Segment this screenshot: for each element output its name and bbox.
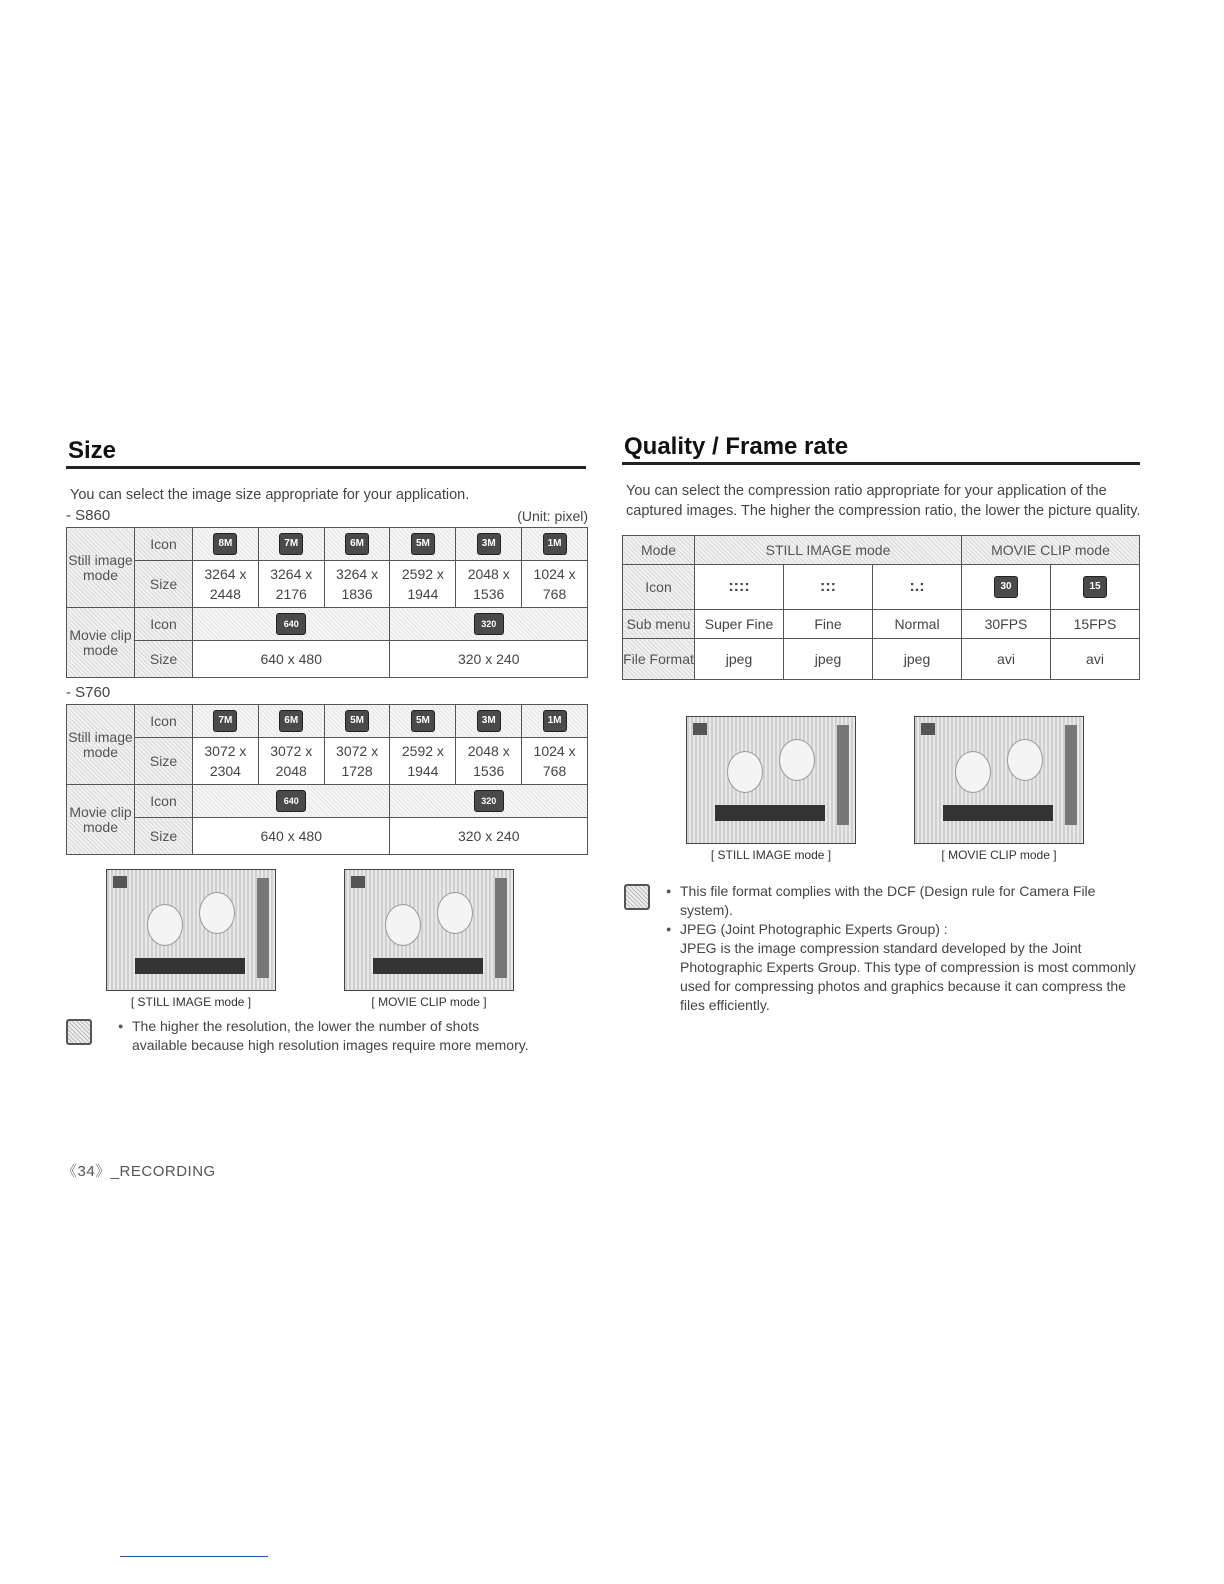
jpeg-note: ● JPEG (Joint Photographic Experts Group) : xyxy=(666,920,1142,939)
size-title-rule xyxy=(66,466,586,469)
format-cell: jpeg xyxy=(873,639,962,680)
still-mode-screenshot xyxy=(106,869,276,1009)
size-label: Size xyxy=(135,818,193,855)
size-note xyxy=(66,1017,590,1055)
movie-mode-caption: [ MOVIE CLIP mode ] xyxy=(371,995,487,1009)
icon-label: Icon xyxy=(135,608,193,641)
size-8m-icon: 8M xyxy=(213,533,237,555)
submenu-cell: 30FPS xyxy=(962,610,1051,639)
size-6m-icon: 6M xyxy=(345,533,369,555)
size-note-text: ● The higher the resolution, the lower the number of shots available because high resolution images require more memory. xyxy=(118,1017,590,1055)
submenu-cell: Normal xyxy=(873,610,962,639)
page-footer: 《34》_RECORDING xyxy=(62,1163,216,1180)
movie-size-cell: 640 x 480 xyxy=(193,818,390,855)
size-cell: 2592 x 1944 xyxy=(390,561,456,608)
note-pencil-icon xyxy=(66,1019,92,1045)
movie-320-icon: 320 xyxy=(474,613,504,635)
submenu-cell: 15FPS xyxy=(1051,610,1140,639)
icon-label: Icon xyxy=(135,528,193,561)
super-fine-icon: :::: xyxy=(728,578,750,595)
movie-size-cell: 320 x 240 xyxy=(390,818,588,855)
size-1m-icon: 1M xyxy=(543,533,567,555)
camera-lcd-image xyxy=(914,716,1084,844)
size-cell: 3264 x 2176 xyxy=(258,561,324,608)
size-cell: 2048 x 1536 xyxy=(456,738,522,785)
size-7m-icon: 7M xyxy=(279,533,303,555)
submenu-cell: Fine xyxy=(784,610,873,639)
size-cell: 3072 x 1728 xyxy=(324,738,390,785)
size-5m-icon: 5M xyxy=(411,710,435,732)
movie-mode-label: Movie clip mode xyxy=(67,608,135,678)
still-mode-caption: [ STILL IMAGE mode ] xyxy=(710,848,832,862)
quality-section xyxy=(622,432,1142,1015)
dcf-note: ● This file format complies with the DCF (Design rule for Camera File system). xyxy=(666,882,1142,920)
size-label: Size xyxy=(135,641,193,678)
size-cell: 3264 x 1836 xyxy=(324,561,390,608)
model-s860-label: - S860 xyxy=(66,507,111,524)
size-cell: 3264 x 2448 xyxy=(193,561,259,608)
movie-size-cell: 640 x 480 xyxy=(193,641,390,678)
size-1m-icon: 1M xyxy=(543,710,567,732)
size-label: Size xyxy=(135,738,193,785)
movie-320-icon: 320 xyxy=(474,790,504,812)
fps15-icon: 15 xyxy=(1083,576,1107,598)
submenu-label: Sub menu xyxy=(623,610,695,639)
size-cell: 3072 x 2048 xyxy=(258,738,324,785)
still-mode-label: Still image mode xyxy=(67,528,135,608)
jpeg-note-detail: JPEG is the image compression standard developed by the Joint Photographic Experts Group. This type of compression is most commonly used for compressing photos and graphics because it can compress the files efficiently. xyxy=(680,940,1136,1013)
submenu-cell: Super Fine xyxy=(695,610,784,639)
model-s860-row xyxy=(66,505,590,527)
camera-lcd-image xyxy=(106,869,276,991)
size-screenshots xyxy=(66,869,590,1009)
size-label: Size xyxy=(135,561,193,608)
movie-mode-caption: [ MOVIE CLIP mode ] xyxy=(941,848,1057,862)
quality-title-rule xyxy=(622,462,1140,465)
format-cell: avi xyxy=(1051,639,1140,680)
format-cell: jpeg xyxy=(695,639,784,680)
movie-clip-mode-header: MOVIE CLIP mode xyxy=(962,536,1140,565)
size-title: Size xyxy=(68,437,117,464)
movie-mode-label: Movie clip mode xyxy=(67,785,135,855)
movie-mode-screenshot xyxy=(344,869,514,1009)
size-cell: 1024 x 768 xyxy=(522,561,588,608)
quality-title: Quality / Frame rate xyxy=(624,433,849,460)
size-table-s860 xyxy=(66,527,588,678)
still-mode-caption: [ STILL IMAGE mode ] xyxy=(130,995,252,1009)
quality-intro: You can select the compression ratio appropriate for your application of the captured images. The higher the compression ratio, the lower the picture quality. xyxy=(626,483,1141,519)
size-5m-icon: 5M xyxy=(411,533,435,555)
size-cell: 2048 x 1536 xyxy=(456,561,522,608)
size-table-s760 xyxy=(66,704,588,855)
format-cell: jpeg xyxy=(784,639,873,680)
movie-640-icon: 640 xyxy=(276,613,306,635)
format-cell: avi xyxy=(962,639,1051,680)
icon-label: Icon xyxy=(135,785,193,818)
mode-label: Mode xyxy=(623,536,695,565)
size-6m-icon: 6M xyxy=(279,710,303,732)
movie-640-icon: 640 xyxy=(276,790,306,812)
still-mode-screenshot xyxy=(686,716,856,862)
quality-screenshots xyxy=(622,716,1142,876)
size-section xyxy=(66,436,590,1055)
file-format-label: File Format xyxy=(623,639,695,680)
fps30-icon: 30 xyxy=(994,576,1018,598)
movie-size-cell: 320 x 240 xyxy=(390,641,588,678)
size-cell: 1024 x 768 xyxy=(522,738,588,785)
size-intro: You can select the image size appropriate for your application. xyxy=(70,487,470,503)
icon-label: Icon xyxy=(623,565,695,610)
quality-note xyxy=(622,882,1142,1015)
icon-label: Icon xyxy=(135,705,193,738)
movie-mode-screenshot xyxy=(914,716,1084,862)
still-image-mode-header: STILL IMAGE mode xyxy=(695,536,962,565)
camera-lcd-image xyxy=(344,869,514,991)
size-cell: 3072 x 2304 xyxy=(193,738,259,785)
unit-label: (Unit: pixel) xyxy=(517,508,588,524)
size-3m-icon: 3M xyxy=(477,710,501,732)
model-s760-label: - S760 xyxy=(66,684,111,701)
size-cell: 2592 x 1944 xyxy=(390,738,456,785)
model-s760-row xyxy=(66,682,590,704)
still-mode-label: Still image mode xyxy=(67,705,135,785)
quality-table xyxy=(622,535,1140,680)
normal-icon: :.: xyxy=(909,578,925,595)
camera-lcd-image xyxy=(686,716,856,844)
fine-icon: ::: xyxy=(820,578,836,595)
bottom-rule xyxy=(120,1556,268,1557)
size-5m-icon: 5M xyxy=(345,710,369,732)
note-pencil-icon xyxy=(624,884,650,910)
size-7m-icon: 7M xyxy=(213,710,237,732)
size-3m-icon: 3M xyxy=(477,533,501,555)
